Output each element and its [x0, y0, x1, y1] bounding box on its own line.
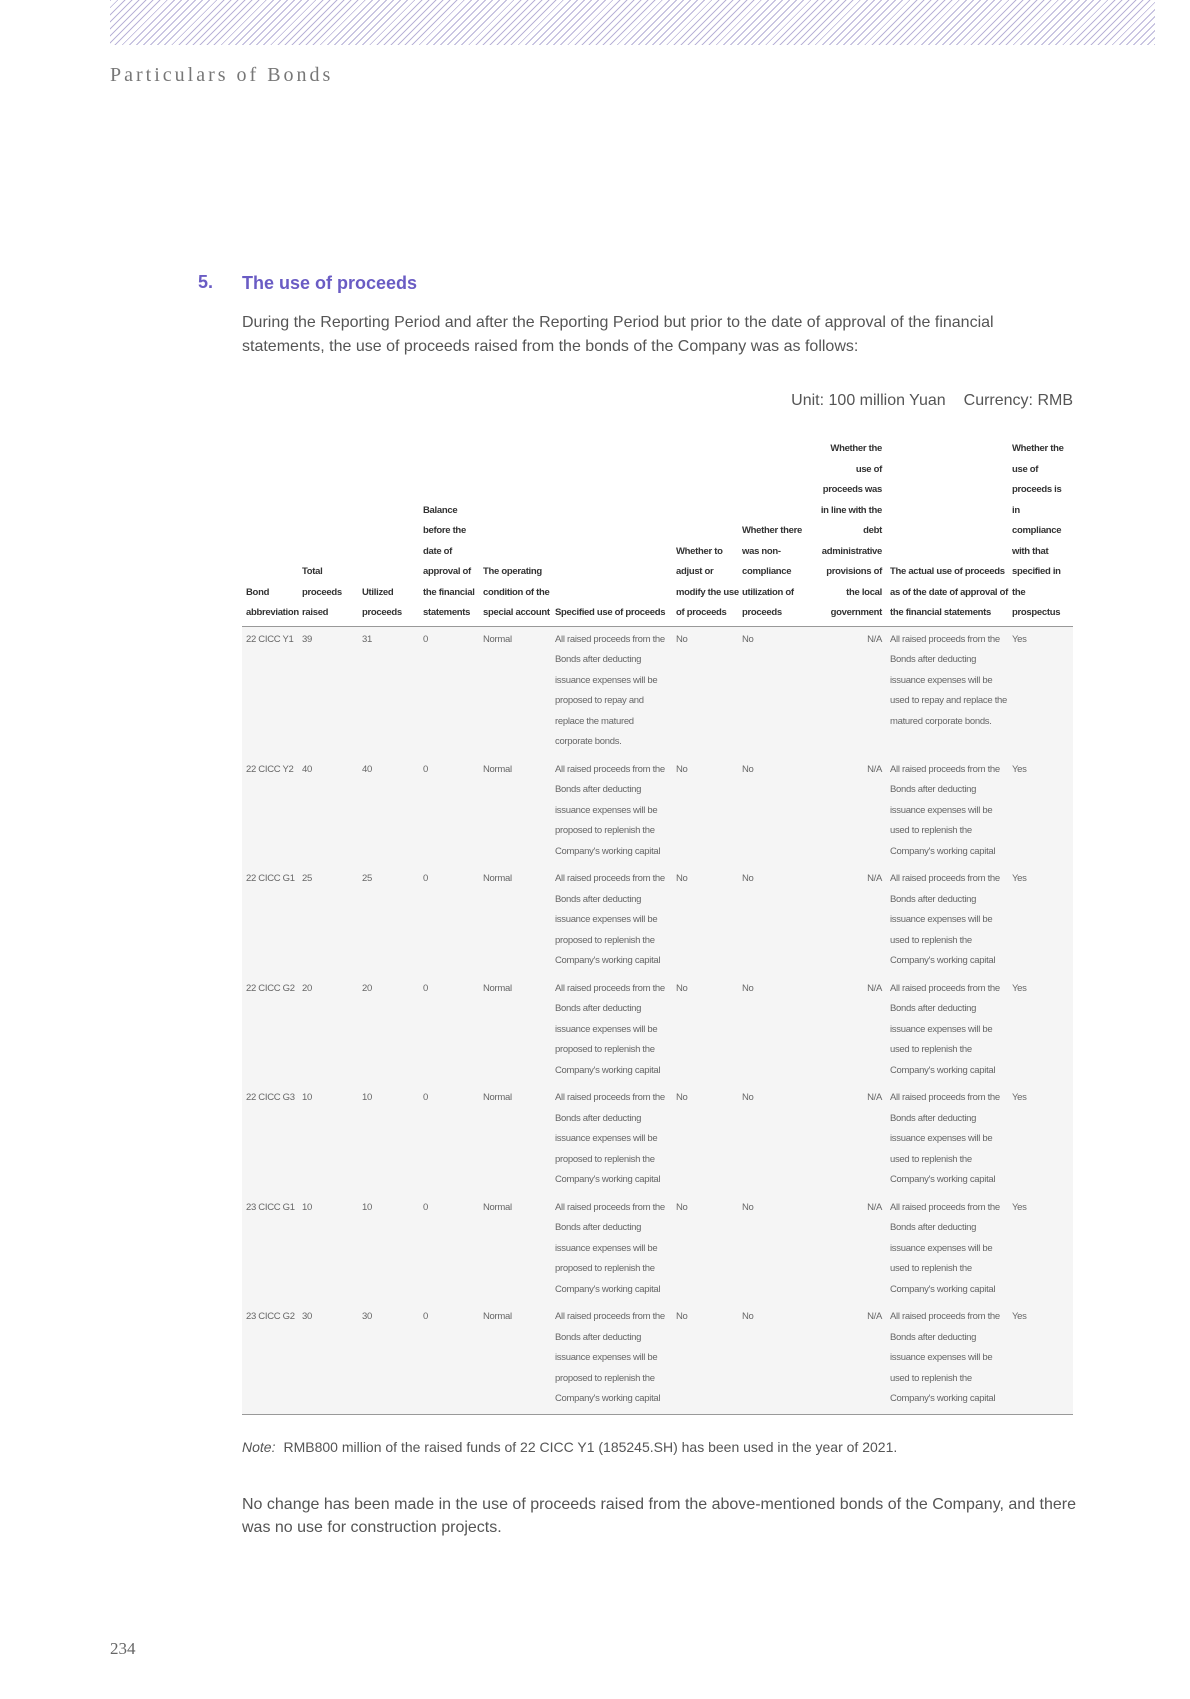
table-cell: No — [676, 763, 688, 775]
table-cell: No — [676, 873, 688, 884]
note-label: Note: — [242, 1438, 276, 1455]
section-number: 5. — [198, 272, 214, 292]
table-note — [242, 1437, 1077, 1457]
column-header: The actual use of proceeds as of the date of approval of the financial statements — [890, 566, 1008, 618]
table-row — [242, 866, 1073, 976]
table-cell: No — [742, 1311, 754, 1322]
table-cell: N/A — [867, 1092, 882, 1103]
table-row — [242, 1304, 1073, 1414]
table-cell: 0 — [423, 1092, 428, 1103]
table-cell: All raised proceeds from the Bonds after deducting issuance expenses will be used to replenish the Company's working capital — [890, 1092, 1000, 1185]
table-cell: 23 CICC G2 — [246, 1311, 295, 1322]
table-cell: 0 — [423, 982, 428, 994]
table-row — [242, 757, 1073, 867]
table-cell: All raised proceeds from the Bonds after deducting issuance expenses will be proposed to replenish the Company's working capital — [555, 982, 665, 1076]
table-cell: All raised proceeds from the Bonds after deducting issuance expenses will be used to replenish the Company's working capital — [890, 1201, 1000, 1295]
table-cell: No — [676, 1311, 688, 1322]
table-cell: N/A — [867, 873, 882, 884]
table-cell: All raised proceeds from the Bonds after deducting issuance expenses will be proposed to replenish the Company's working capital — [555, 1092, 665, 1185]
table-cell: 40 — [362, 763, 372, 775]
table-cell: Yes — [1012, 1201, 1027, 1213]
currency-label: Currency: RMB — [963, 392, 1073, 409]
table-cell: 30 — [302, 1311, 312, 1322]
table-cell: All raised proceeds from the Bonds after deducting issuance expenses will be used to replenish the Company's working capital — [890, 982, 1000, 1076]
table-cell: No — [676, 1201, 688, 1213]
table-cell: 22 CICC Y1 — [246, 633, 294, 645]
table-cell: 22 CICC Y2 — [246, 763, 294, 775]
table-cell: 39 — [302, 633, 312, 645]
table-cell: N/A — [867, 763, 882, 775]
table-cell: 25 — [302, 873, 312, 884]
column-header: Balance before the date of approval of the financial statements — [423, 504, 475, 618]
table-cell: 0 — [423, 633, 428, 645]
intro-paragraph: During the Reporting Period and after the Reporting Period but prior to the date of approval of the financial statements, the use of proceeds raised from the bonds of the Company was as follows: — [242, 314, 994, 355]
table-cell: 0 — [423, 1311, 428, 1322]
table-cell: Normal — [483, 873, 512, 884]
table-cell: Yes — [1012, 1092, 1027, 1103]
column-header: Whether the use of proceeds was in line with the debt administrative provisions of the local government — [820, 443, 882, 618]
note-text: RMB800 million of the raised funds of 22 CICC Y1 (185245.SH) has been used in the year of 2021. — [283, 1438, 898, 1455]
table-header-row — [242, 439, 1073, 626]
table-cell: Yes — [1012, 982, 1027, 994]
table-cell: No — [676, 982, 688, 994]
table-cell: 22 CICC G1 — [246, 873, 295, 884]
table-cell: N/A — [867, 1311, 882, 1322]
table-cell: All raised proceeds from the Bonds after deducting issuance expenses will be used to replenish the Company's working capital — [890, 763, 1000, 857]
table-cell: No — [742, 1201, 754, 1213]
table-row — [242, 1195, 1073, 1305]
column-header: Whether to adjust or modify the use of proceeds — [676, 545, 739, 618]
table-row — [242, 1085, 1073, 1195]
table-cell: All raised proceeds from the Bonds after deducting issuance expenses will be used to replenish the Company's working capital — [890, 873, 1000, 966]
table-cell: 10 — [362, 1201, 372, 1213]
table-cell: 40 — [302, 763, 312, 775]
table-cell: No — [742, 982, 754, 994]
table-cell: N/A — [867, 1201, 882, 1213]
table-cell: 22 CICC G2 — [246, 982, 295, 994]
page-number: 234 — [110, 1638, 136, 1658]
table-cell: No — [742, 873, 754, 884]
running-header: Particulars of Bonds — [110, 64, 334, 86]
table-cell: Yes — [1012, 873, 1027, 884]
column-header: Utilized proceeds — [362, 586, 402, 618]
table-cell: Normal — [483, 763, 512, 775]
table-cell: 0 — [423, 873, 428, 884]
table-cell: 30 — [362, 1311, 372, 1322]
table-cell: Yes — [1012, 763, 1027, 775]
table-cell: All raised proceeds from the Bonds after deducting issuance expenses will be proposed to replenish the Company's working capital — [555, 873, 665, 966]
table-cell: 20 — [302, 982, 312, 994]
unit-line — [242, 391, 1077, 411]
table-cell: 10 — [302, 1092, 312, 1103]
section-title: The use of proceeds — [242, 273, 418, 293]
table-row — [242, 976, 1073, 1086]
table-cell: Normal — [483, 1311, 512, 1322]
table-cell: N/A — [867, 982, 882, 994]
conclusion-paragraph: No change has been made in the use of proceeds raised from the above-mentioned bonds of the Company, and there was no use for construction projects. — [242, 1495, 1077, 1536]
table-cell: No — [742, 763, 754, 775]
table-cell: Normal — [483, 982, 512, 994]
table-cell: Normal — [483, 633, 512, 645]
table-cell: 25 — [362, 873, 372, 884]
table-cell: 23 CICC G1 — [246, 1201, 295, 1213]
column-header: Whether the use of proceeds is in compliance with that specified in the prospectus — [1012, 443, 1064, 618]
table-cell: No — [676, 1092, 688, 1103]
unit-label: Unit: 100 million Yuan — [791, 392, 946, 409]
table-cell: 22 CICC G3 — [246, 1092, 295, 1103]
table-cell: No — [742, 1092, 754, 1103]
table-cell: N/A — [867, 633, 882, 645]
table-cell: All raised proceeds from the Bonds after deducting issuance expenses will be proposed to replenish the Company's working capital — [555, 1201, 665, 1295]
table-cell: All raised proceeds from the Bonds after deducting issuance expenses will be proposed to replenish the Company's working capital — [555, 1311, 665, 1404]
column-header: Bond abbreviation — [246, 586, 299, 618]
table-cell: 0 — [423, 1201, 428, 1213]
column-header: Whether there was non-compliance utilization of proceeds — [742, 525, 802, 618]
table-cell: Normal — [483, 1092, 512, 1103]
table-row — [242, 626, 1073, 757]
table-cell: 20 — [362, 982, 372, 994]
table-cell: 10 — [302, 1201, 312, 1213]
table-cell: All raised proceeds from the Bonds after deducting issuance expenses will be used to repay and replace the matured corporate bonds. — [890, 633, 1007, 727]
column-header: Total proceeds raised — [302, 566, 342, 618]
table-cell: No — [742, 633, 754, 645]
table-cell: Yes — [1012, 1311, 1027, 1322]
table-cell: Normal — [483, 1201, 512, 1213]
table-cell: All raised proceeds from the Bonds after deducting issuance expenses will be proposed to repay and replace the matured corporate bonds. — [555, 633, 665, 747]
proceeds-table — [242, 439, 1073, 1415]
table-cell: Yes — [1012, 633, 1027, 645]
table-cell: 31 — [362, 633, 372, 645]
column-header: The operating condition of the special account — [483, 566, 550, 618]
table-cell: 10 — [362, 1092, 372, 1103]
table-cell: All raised proceeds from the Bonds after deducting issuance expenses will be used to replenish the Company's working capital — [890, 1311, 1000, 1404]
column-header: Specified use of proceeds — [555, 607, 666, 618]
table-cell: No — [676, 633, 688, 645]
table-cell: 0 — [423, 763, 428, 775]
table-cell: All raised proceeds from the Bonds after deducting issuance expenses will be proposed to replenish the Company's working capital — [555, 763, 665, 857]
